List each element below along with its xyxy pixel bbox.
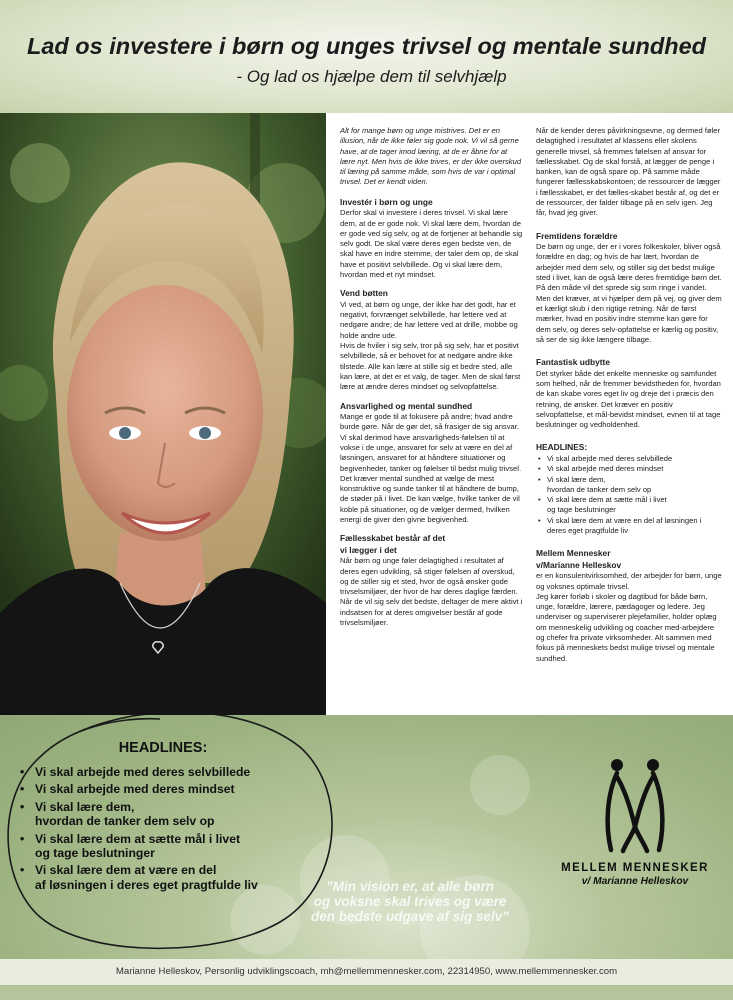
headline-text: Vi skal lære dem at sætte mål i livet: [35, 831, 241, 846]
headline-text: og tage beslutninger: [35, 846, 155, 861]
section-text: Det kræver mental sundhed at vælge de mest konstruktive og sunde tanker til at håndtere de bump, de støder på i livet. De kan vælge, hvilke tanker de vil koble på situationer, og de vælger dermed, hvilken energi de giver den givne begivenhed.: [340, 473, 520, 524]
section-heading: vi lægger i det: [340, 544, 397, 555]
company-logo: [555, 755, 715, 887]
section-heading: Fællesskabet består af det: [340, 533, 446, 544]
section-text: Når børn og unge føler delagtighed i resultatet af deres egen udvikling, så stiger følelsen af overskud, og de stiller sig et sted, hvor de også ønsker gode trivselsmiljøer, der hvor de har deres daglige færden. Når de vil sig selv det bedste, deltager de mere aktivt i indsatsen for at deres omgivelser består af gode trivselsmiljøer.: [340, 556, 523, 628]
section-heading: Vend bøtten: [340, 288, 388, 299]
list-item: • Vi skal lære dem,: [536, 475, 722, 485]
section-text: er en konsulentvirksomhed, der arbejder for børn, unge og voksnes optimale trivsel.: [536, 571, 722, 591]
logo-name: MELLEM MENNESKER: [561, 862, 709, 874]
bullet-icon: •: [20, 765, 25, 779]
footer-contact: Marianne Helleskov, Personlig udviklingscoach, mh@mellemmennesker.com, 22314950, www.mellemmennesker.com: [0, 959, 733, 985]
article-intro: Alt for mange børn og unge mistrives. Det er en illusion, når de ikke føler sig gode nok. Vi vil så gerne have, at de tager imod læring, at de er åbne for at lære nyt. Men hvis de ikke trives, er der ikke overskud til læring på samme måde, som hvis de var i optimal trivsel. Det er kendt viden.: [340, 126, 522, 187]
headline-text: Vi skal lære dem at være en del: [35, 863, 217, 878]
section-text: Det styrker både det enkelte menneske og samfundet som helhed, når de fremmer bevidstheden for, hvordan de kan skabe vores eget liv og dreje det i præcis den retning, de ønsker. Det kræver en positiv selvopfattelse, et mål-bevidst mindset, evnen til at tage beslutninger og vedholdenhed.: [536, 368, 721, 430]
quote-line: ”Min vision er, at alle børn: [325, 879, 495, 894]
page-subtitle: - Og lad os hjælpe dem til selvhjælp: [236, 67, 507, 86]
article-body: [326, 113, 733, 715]
bullet-icon: •: [20, 863, 25, 878]
section-heading: HEADLINES:: [536, 442, 588, 453]
list-item: • Vi skal lære dem at sætte mål i livet: [536, 495, 722, 505]
headlines-box-list: [20, 765, 320, 895]
section-text: Derfor skal vi investere i deres trivsel. Vi skal lære dem, at de er gode nok. Vi skal lære dem, hvordan de er gode ved sig selv, og at de fortjener at behandle sig selv godt. De skal være deres egen bedste ven, de skal have en indre stemme, der taler dem op, de skal have et positivt selvbillede. Og vi skal lære dem, hvordan med et nyt mindset.: [340, 208, 523, 280]
logo-subtitle: v/ Marianne Helleskov: [581, 876, 689, 887]
quote-line: og voksne skal trives og være: [313, 894, 507, 909]
section-text: Hvis de hviler i sig selv, tror på sig selv, har et positivt selvbillede, så er behovet for at nedgøre andre ikke tilstede. Alle kan lære at stille sig et bedre sted, alle kan lære, at det er et valg, de tager. Men de skal først lære at ændre deres mindset og selvopfattelse.: [340, 341, 521, 392]
headline-item: [20, 782, 320, 796]
list-item: • Vi skal arbejde med deres selvbillede: [536, 454, 722, 464]
section-heading: Investér i børn og unge: [340, 196, 433, 207]
section-heading: Fantastisk udbytte: [536, 357, 610, 368]
list-item: • Vi skal lære dem at være en del af løsningen i: [536, 516, 722, 526]
quote-line: den bedste udgave af sig selv”: [310, 909, 510, 924]
list-item-continued: hvordan de tanker dem selv op: [547, 484, 652, 494]
section-text: Vi ved, at børn og unge, der ikke har det godt, har et negativt, forvrænget selvbillede, har lettere ved at nedgøre andre; de har lettere ved at drille, mobbe og holde andre ude.: [340, 299, 518, 340]
page-title: Lad os investere i børn og unges trivsel og mentale sundhed: [26, 33, 707, 59]
section-heading: v/Marianne Helleskov: [536, 559, 622, 570]
article-headline-list: [536, 454, 722, 536]
bullet-icon: •: [20, 831, 25, 846]
bullet-icon: •: [20, 799, 25, 814]
portrait-illustration: [0, 113, 326, 715]
headline-text: hvordan de tanker dem selv op: [35, 814, 215, 829]
section-heading: Ansvarlighed og mental sundhed: [340, 400, 473, 411]
article-column-left: [340, 126, 524, 628]
list-item: • Vi skal arbejde med deres mindset: [536, 464, 722, 474]
headline-item: [20, 863, 320, 892]
article-column-right: [536, 126, 722, 664]
bokeh-decoration: [470, 755, 530, 815]
headline-item: [20, 765, 320, 779]
lower-banner: [0, 715, 733, 959]
list-item-continued: deres eget pragtfulde liv: [547, 526, 629, 535]
two-figures-logo-icon: [595, 755, 675, 855]
headlines-box-title: HEADLINES:: [118, 740, 208, 756]
vision-quote: [280, 879, 540, 924]
section-heading: Fremtidens forældre: [536, 230, 618, 241]
section-text: Jeg kører forløb i skoler og dagtibud for både børn, unge, forældre, lærere, pædagoger og ledere. Jeg underviser og superviserer plejefamilier, holder oplæg om menneskelig udvikling og coacher med-arbejdere og chefer fra private virksomheder. Alt sammen med fokus på menneskets bedst mulige trivsel og mentale sundhed.: [536, 591, 717, 663]
bottom-band: [0, 985, 733, 1000]
headline-text: Vi skal arbejde med deres mindset: [35, 782, 235, 797]
headline-item: [20, 800, 320, 829]
section-text: De børn og unge, der er i vores folkeskoler, bliver også forældre en dag; og hvis de har lært, hvordan de arbejder med dem selv, og stiller sig det bedst mulige sted i livet, kan de også lære deres fremtidige børn det. På den måde vil det sprede sig som ringe i vandet. Men det kræver, at vi hjælper dem på vej, og giver dem et kærligt skub i den rigtige retning. Når de først mærker, hvad en positiv indre stemme kan gøre for dem selv, og deres selv-opfattelse er kærlig og positiv, så ser de sig ikke længere tilbage.: [536, 242, 722, 344]
headline-text: Vi skal lære dem,: [35, 799, 135, 814]
bullet-icon: •: [20, 782, 25, 797]
headline-text: Vi skal arbejde med deres selvbillede: [35, 765, 251, 779]
headline-item: [20, 832, 320, 861]
headline-text: af løsningen i deres eget pragtfulde liv: [35, 877, 258, 892]
header: [0, 0, 733, 113]
section-heading: Mellem Mennesker: [536, 548, 611, 559]
section-text: Når de kender deres påvirkningsevne, og dermed føler delagtighed i resultatet af klassens eller skolens generelle trivsel, så fremmes følelsen af ansvar for fællesskabet. Og de skal forstå, at lægger de penge i banken, kan de også spare op. På samme måde fungerer fællesskabskontoen; de ressourcer de lægger i fællesskabet, er det fælles-skabet består af, og det er de ressourcer, der falder tilbage på en selv igen. Jeg får, hvad jeg giver.: [536, 126, 721, 218]
list-item-continued: og tage beslutninger: [547, 505, 616, 515]
section-text: Mange er gode til at fokusere på andre; hvad andre burde gøre. Når de gør det, så frasiger de sig ansvar. Vi skal derimod have ansvarligheds-følelsen til at vokse i de unge, ansvaret for selv at være en del af løsningen, ansvaret for at håndtere situationer og begivenheder, tanker og følelser til bedst mulig trivsel.: [340, 412, 522, 473]
portrait-photo: [0, 113, 326, 715]
